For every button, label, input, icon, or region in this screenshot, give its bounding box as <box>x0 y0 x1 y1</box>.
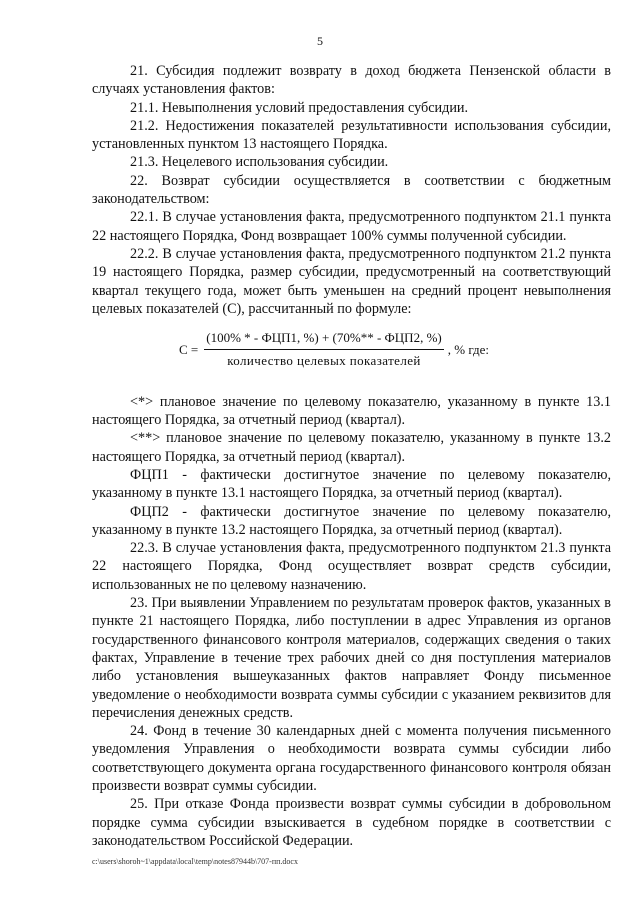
formula-tail: , % где: <box>447 341 489 357</box>
paragraph-22: 22. Возврат субсидии осуществляется в соответствии с бюджетным законодательством: <box>92 172 611 208</box>
paragraph-21: 21. Субсидия подлежит возврату в доход бюджета Пензенской области в случаях установления фактов: <box>92 63 611 98</box>
page-number: 5 <box>317 34 323 48</box>
paragraph-21-1: 21.1. Невыполнения условий предоставления субсидии. <box>130 99 469 116</box>
paragraph-22-1: 22.1. В случае установления факта, предусмотренного подпунктом 21.1 пункта 22 настоящего Порядка, Фонд возвращает 100% суммы полученной субсидии. <box>92 209 611 244</box>
footnote-double-star: <**> плановое значение по целевому показателю, указанному в пункте 13.2 настоящего Порядка, за отчетный период (квартал). <box>92 430 611 465</box>
paragraph-23: 23. При выявлении Управлением по результатам проверок фактов, указанных в пункте 21 настоящего Порядка, либо поступлении в адрес Управления из органов государственного финансового контроля материалов, содержащих сведения о таких фактах, Управление в течение трех рабочих дней со дня поступления материалов либо установления вышеуказанных фактов направляет Фонду письменное уведомление о необходимости возврата суммы субсидии с указанием реквизитов для перечисления денежных средств. <box>92 595 611 721</box>
definition-fcp2: ФЦП2 - фактически достигнутое значение по целевому показателю, указанному в пункте 13.2 настоящего Порядка, за отчетный период (квартал). <box>92 503 611 538</box>
formula <box>92 329 611 371</box>
paragraph-22-3: 22.3. В случае установления факта, предусмотренного подпунктом 21.3 пункта 22 настоящего Порядка, Фонд осуществляет возврат средств субсидии, использованных не по целевому назначению. <box>92 540 611 593</box>
definition-fcp1: ФЦП1 - фактически достигнутое значение по целевому показателю, указанному в пункте 13.1 настоящего Порядка, за отчетный период (квартал). <box>92 466 611 502</box>
paragraph-21-2: 21.2. Недостижения показателей результативности использования субсидии, установленных пунктом 13 настоящего Порядка. <box>92 117 611 153</box>
formula-denominator: количество целевых показателей <box>227 353 421 369</box>
paragraph-25: 25. При отказе Фонда произвести возврат суммы субсидии в добровольном порядке сумма субсидии взыскивается в судебном порядке в соответствии с законодательством Российской Федерации. <box>92 796 611 849</box>
formula-fraction <box>204 329 443 371</box>
paragraph-21-3: 21.3. Нецелевого использования субсидии. <box>130 154 389 171</box>
formula-lhs: С = <box>179 341 199 357</box>
paragraph-22-2: 22.2. В случае установления факта, предусмотренного подпунктом 21.2 пункта 19 настоящего Порядка, размер субсидии, предусмотренный на соответствующий квартал текущего года, может быть уменьшен на средний процент невыполнения целевых показателей (С), рассчитанный по формуле: <box>92 245 611 317</box>
document-body <box>92 62 611 850</box>
formula-numerator: (100% * - ФЦП1, %) + (70%** - ФЦП2, %) <box>204 329 443 350</box>
footer-file-path: c:\users\shoroh~1\appdata\local\temp\notes87944b\707-пп.docx <box>92 857 298 866</box>
paragraph-24: 24. Фонд в течение 30 календарных дней с момента получения письменного уведомления Управления о необходимости возврата суммы субсидии либо соответствующего документа органа государственного финансового контроля обязан произвести возврат суммы субсидии. <box>92 723 611 794</box>
footnote-single-star: <*> плановое значение по целевому показателю, указанному в пункте 13.1 настоящего Порядка, за отчетный период (квартал). <box>92 393 611 429</box>
